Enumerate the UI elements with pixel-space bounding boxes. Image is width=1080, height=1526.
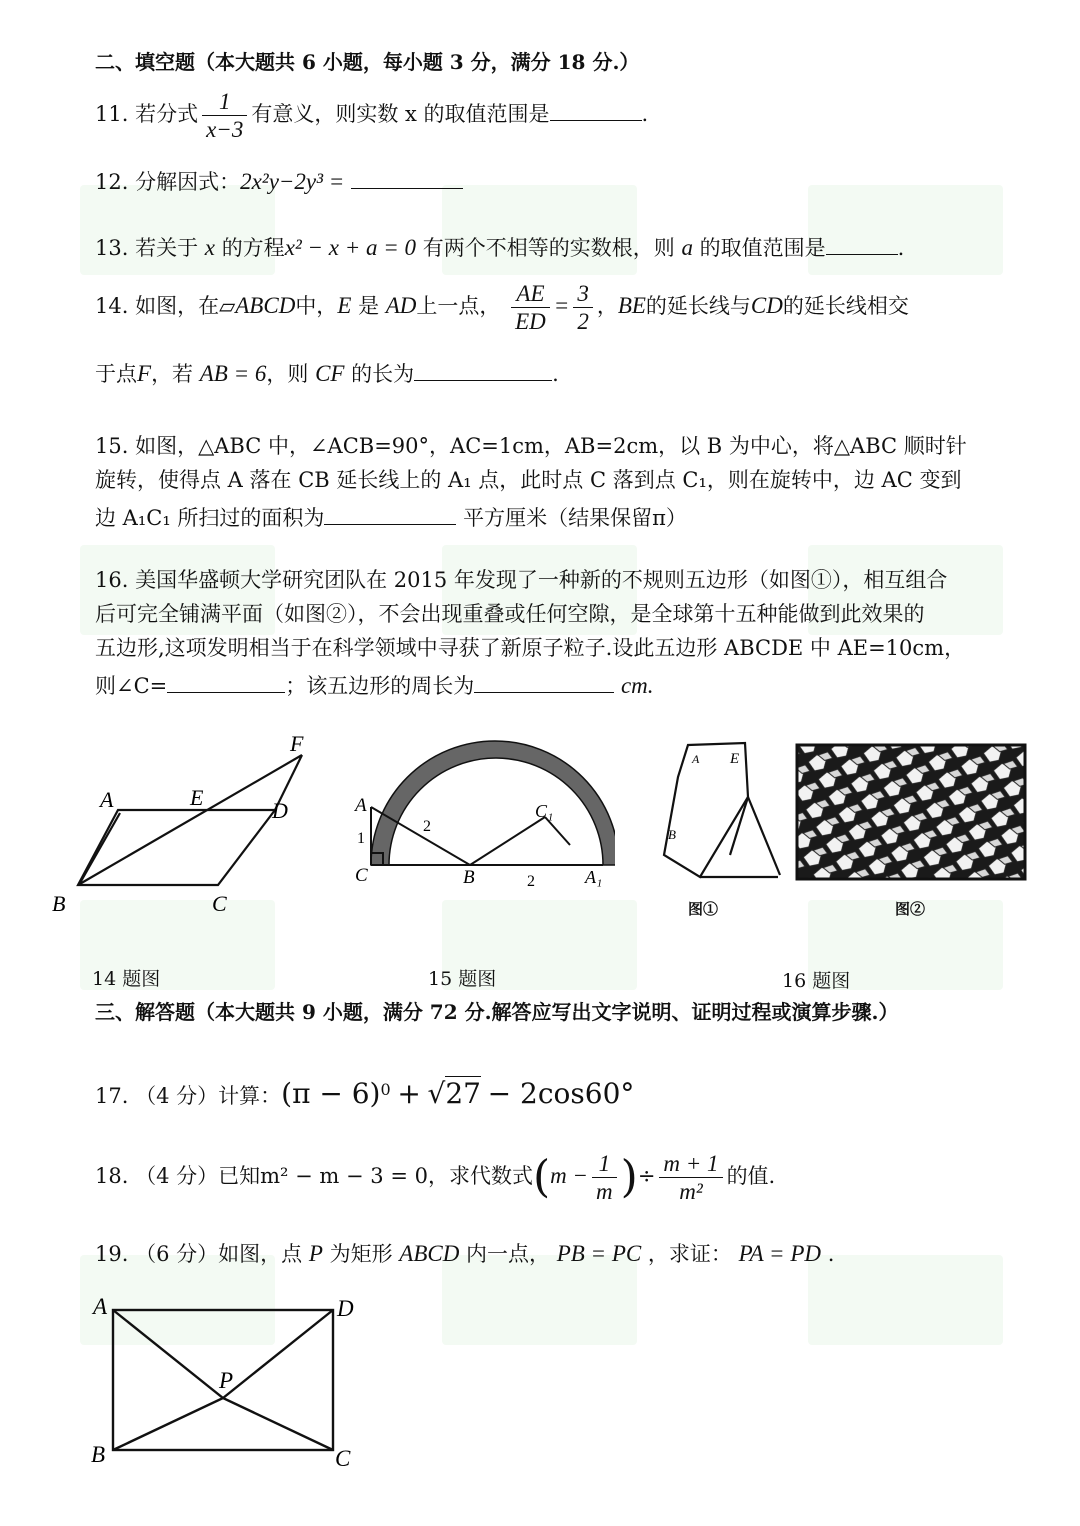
q16-unit: cm.	[620, 673, 654, 698]
question-15-line-1: 15. 如图，△ABC 中，∠ACB=90°，AC=1cm，AB=2cm，以 B 为中心，将△ABC 顺时针	[95, 434, 967, 458]
variable-a: a	[681, 235, 693, 260]
q14-cd: CD	[750, 293, 783, 318]
label-d: D	[337, 1296, 354, 1321]
q11-post-text: 有意义，则实数 x 的取值范围是	[251, 102, 550, 126]
figure-16-pentagon	[650, 735, 795, 895]
label-length-ab: 2	[423, 818, 431, 835]
q17-expr-paren: (π − 6)	[281, 1077, 381, 1110]
label-c: C	[355, 865, 368, 886]
q14-ab: AB = 6	[199, 361, 267, 386]
q18-fraction-1-m	[592, 1152, 617, 1203]
answer-blank[interactable]	[324, 504, 456, 525]
question-number: 17.	[95, 1084, 129, 1108]
question-number: 12.	[95, 170, 129, 194]
figure-16-sub1-caption: 图①	[688, 900, 719, 918]
q14-text: 上一点，	[416, 294, 501, 318]
answer-blank[interactable]	[826, 234, 898, 255]
q11-fraction	[202, 90, 247, 141]
q14-text: 的延长线与	[645, 294, 751, 318]
sqrt-icon: √	[427, 1077, 446, 1110]
section-2-heading: 二、填空题（本大题共 6 小题，每小题 3 分，满分 18 分.）	[95, 50, 640, 74]
question-16-line-3: 五边形,这项发明相当于在科学领域中寻获了新原子粒子.设此五边形 ABCDE 中 AE=10cm，	[95, 636, 966, 660]
question-15-line-2: 旋转，使得点 A 落在 CB 延长线上的 A₁ 点，此时点 C 落到点 C₁，则在旋转中，边 AC 变到	[95, 468, 962, 492]
fraction-denominator: m	[596, 1179, 613, 1204]
q13-equation: x² − x + a = 0	[284, 235, 417, 260]
figure-14-parallelogram	[40, 725, 350, 925]
q11-pre-text: 若分式	[135, 102, 199, 126]
watermark	[80, 185, 275, 275]
q13-post-text-2: 的取值范围是	[699, 236, 826, 260]
answer-blank[interactable]	[414, 360, 552, 381]
question-16-line-4	[95, 672, 654, 697]
label-a: A	[100, 787, 114, 812]
question-15-line-3	[95, 504, 687, 529]
label-b: B	[52, 891, 66, 916]
question-17	[95, 1077, 635, 1110]
q18-post: 的值.	[726, 1164, 776, 1188]
label-b: B	[668, 827, 676, 842]
label-length-ba1: 2	[527, 873, 535, 890]
q19-text: ，求证：	[647, 1242, 732, 1266]
q18-fraction-m1-m2	[659, 1152, 722, 1203]
q17-score: （4 分）计算：	[135, 1084, 282, 1108]
label-e: E	[730, 751, 740, 767]
q14-end: .	[552, 362, 559, 386]
question-number: 14.	[95, 294, 129, 318]
q14-text: 是	[358, 294, 380, 318]
question-number: 19.	[95, 1242, 129, 1266]
q19-text: 为矩形	[329, 1242, 393, 1266]
label-a: A	[355, 795, 367, 816]
question-number: 11.	[95, 102, 129, 126]
q14-be: BE	[617, 293, 646, 318]
section-3-heading: 三、解答题（本大题共 9 小题，满分 72 分.解答应写出文字说明、证明过程或演算步骤.）	[95, 1000, 899, 1024]
label-length-ac: 1	[357, 830, 365, 847]
q13-post-text: 有两个不相等的实数根，则	[422, 236, 675, 260]
q14-cf: CF	[315, 361, 345, 386]
figure-15-caption: 15 题图	[428, 968, 497, 990]
answer-blank[interactable]	[474, 672, 614, 693]
watermark	[442, 1255, 637, 1345]
q14-text: 的延长线相交	[782, 294, 909, 318]
q18-text: 求代数式	[448, 1164, 533, 1188]
label-c: C	[212, 891, 227, 916]
q14-abcd: ABCD	[235, 293, 296, 318]
question-number: 13.	[95, 236, 129, 260]
q18-m: m −	[550, 1163, 589, 1188]
fraction-numerator: 1	[592, 1152, 617, 1178]
figure-16-tiling	[795, 743, 1027, 881]
q14-fraction-3-2	[573, 282, 593, 333]
q18-condition: m² − m − 3 = 0，	[260, 1164, 449, 1188]
q18-div: ÷	[637, 1164, 656, 1188]
q15-text: 平方厘米（结果保留π）	[463, 506, 687, 530]
q19-p: P	[308, 1241, 323, 1266]
label-a1: A₁	[585, 867, 603, 887]
q14-text: 于点	[95, 362, 137, 386]
q17-radicand: 27	[445, 1077, 481, 1110]
q12-expression: 2x²y−2y³ =	[240, 169, 345, 194]
label-a: A	[692, 752, 700, 766]
q14-text: 中，	[295, 294, 338, 318]
fraction-denominator: m²	[679, 1179, 703, 1204]
figure-14-caption: 14 题图	[92, 968, 161, 990]
q17-expr-cos: − 2cos60°	[487, 1077, 635, 1110]
q19-end: .	[827, 1242, 835, 1266]
answer-blank[interactable]	[167, 672, 285, 693]
watermark	[808, 1255, 1003, 1345]
label-d: D	[272, 798, 288, 823]
q14-f: F	[137, 361, 152, 386]
figure-15-rotation	[345, 735, 615, 900]
q14-ad: AD	[385, 293, 417, 318]
q14-e: E	[337, 293, 352, 318]
q15-text: 边 A₁C₁ 所扫过的面积为	[95, 506, 325, 530]
q13-mid-text: 的方程	[221, 236, 285, 260]
q12-text: 分解因式：	[135, 170, 241, 194]
label-p: P	[219, 1368, 234, 1393]
question-14-line-2	[95, 360, 559, 385]
figure-16-caption: 16 题图	[782, 970, 851, 992]
q19-condition: PB = PC	[556, 1241, 642, 1266]
q14-equals: =	[553, 293, 570, 318]
label-b: B	[91, 1442, 106, 1467]
left-paren: (	[532, 1151, 551, 1203]
watermark	[442, 185, 637, 275]
q17-plus: +	[397, 1077, 421, 1110]
question-16-line-1: 16. 美国华盛顿大学研究团队在 2015 年发现了一种新的不规则五边形（如图①），相互组合	[95, 568, 948, 592]
question-18	[95, 1152, 775, 1203]
fraction-numerator: m + 1	[659, 1152, 722, 1178]
question-number: 18.	[95, 1164, 129, 1188]
q14-fraction-ae-ed	[511, 282, 550, 333]
q16-text: 则∠C=	[95, 674, 168, 698]
fraction-denominator: x−3	[206, 117, 244, 142]
label-c: C	[335, 1446, 351, 1471]
label-f: F	[290, 731, 304, 756]
fraction-numerator: 3	[573, 282, 593, 308]
q17-exponent: 0	[380, 1080, 391, 1099]
q14-text: ，则	[266, 362, 309, 386]
fraction-numerator: 1	[202, 90, 247, 116]
q14-text: 如图，在▱	[135, 294, 236, 318]
question-14: 14. 如图，在▱ABCD中，E 是 AD上一点， $\frac{AE}{ED}$ = $\frac{3}{2}$ ，BE的延长线与CD的延长线相交	[95, 281, 909, 334]
q19-score: （6 分）如图，点	[135, 1242, 303, 1266]
label-c1: C₁	[535, 801, 554, 821]
label-b: B	[463, 867, 475, 888]
q11-end: .	[641, 102, 649, 126]
q13-end: .	[897, 236, 905, 260]
q19-text: 内一点，	[466, 1242, 551, 1266]
q14-text: ，若	[151, 362, 194, 386]
q16-text: ；该五边形的周长为	[285, 674, 475, 698]
q13-pre-text: 若关于	[135, 236, 199, 260]
figure-19-rectangle	[85, 1290, 375, 1475]
figure-16-sub2-caption: 图②	[895, 900, 926, 918]
question-12	[95, 168, 463, 193]
question-11	[95, 90, 648, 141]
label-e: E	[190, 785, 204, 810]
right-paren: )	[620, 1151, 638, 1203]
q14-text: 的长为	[351, 362, 415, 386]
fraction-denominator: ED	[515, 309, 546, 334]
question-13	[95, 234, 904, 259]
q18-score: （4 分）已知	[135, 1164, 261, 1188]
answer-blank[interactable]	[550, 100, 642, 121]
question-16-line-2: 后可完全铺满平面（如图②），不会出现重叠或任何空隙，是全球第十五种能做到此效果的	[95, 602, 925, 626]
q19-goal: PA = PD	[738, 1241, 821, 1266]
watermark	[808, 185, 1003, 275]
answer-blank[interactable]	[351, 168, 463, 189]
label-a: A	[93, 1294, 108, 1319]
fraction-denominator: 2	[577, 309, 589, 334]
fraction-numerator: AE	[511, 282, 550, 308]
variable-x: x	[204, 235, 215, 260]
q19-abcd: ABCD	[399, 1241, 460, 1266]
question-19	[95, 1242, 834, 1265]
